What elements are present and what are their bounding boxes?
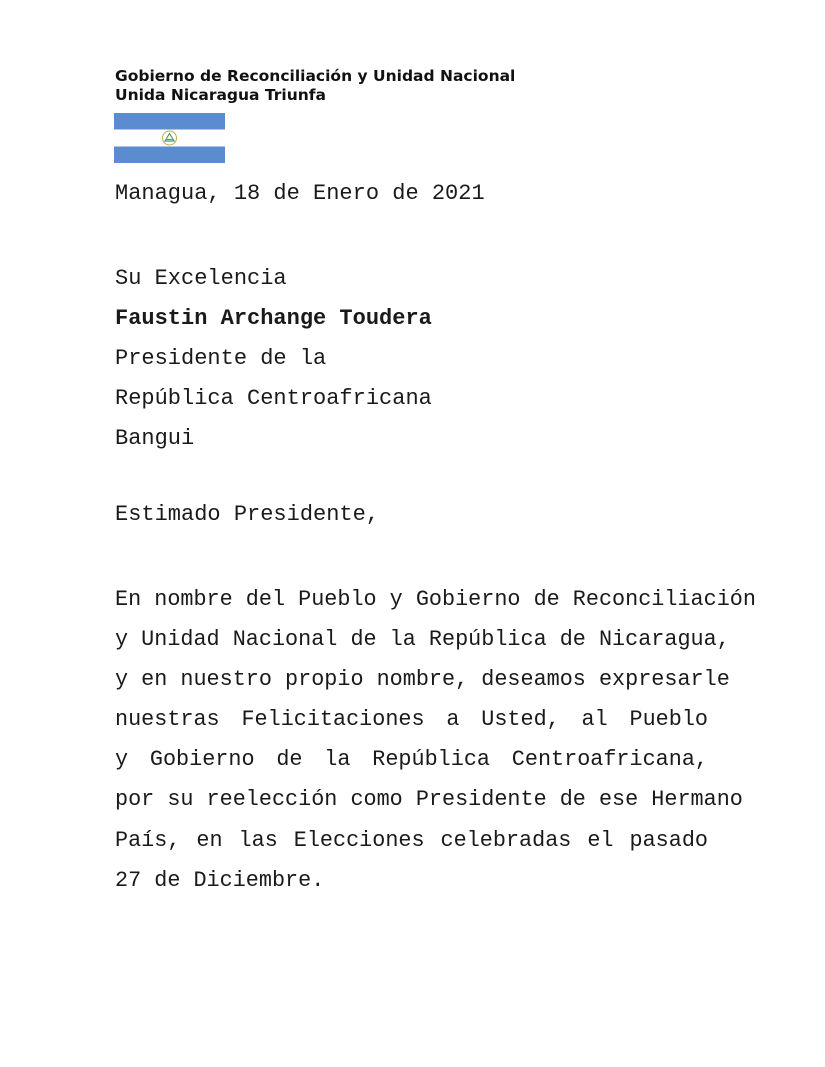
letterhead-slogan: Unida Nicaragua Triunfa <box>115 86 327 104</box>
letterhead <box>115 67 515 105</box>
body-line: 27 de Diciembre. <box>115 867 325 893</box>
body-line: nuestras Felicitaciones a Usted, al Pueblo <box>115 707 708 733</box>
recipient-position-line-1: Presidente de la <box>115 346 327 371</box>
letterhead-government-name: Gobierno de Reconciliación y Unidad Nacional <box>115 67 516 85</box>
letter-date: Managua, 18 de Enero de 2021 <box>115 181 485 206</box>
letter-body <box>115 580 756 901</box>
nicaragua-flag-icon <box>114 113 225 163</box>
recipient-position-line-2: República Centroafricana <box>115 386 432 411</box>
recipient-honorific: Su Excelencia <box>115 266 287 291</box>
flag-bottom-stripe <box>114 147 225 164</box>
body-line: por su reelección como Presidente de ese Hermano <box>115 787 743 813</box>
flag-middle-stripe <box>114 130 225 147</box>
body-line: En nombre del Pueblo y Gobierno de Reconciliación <box>115 587 756 612</box>
recipient-city: Bangui <box>115 426 195 451</box>
recipient-name: Faustin Archange Toudera <box>115 306 432 331</box>
letter-salutation: Estimado Presidente, <box>115 502 380 527</box>
flag-top-stripe <box>114 113 225 130</box>
body-line: País, en las Elecciones celebradas el pasado <box>115 827 708 853</box>
body-line: y en nuestro propio nombre, deseamos expresarle <box>115 667 730 693</box>
recipient-address <box>115 259 432 459</box>
body-line: y Gobierno de la República Centroafricana, <box>115 747 708 773</box>
body-line: y Unidad Nacional de la República de Nicaragua, <box>115 627 730 653</box>
